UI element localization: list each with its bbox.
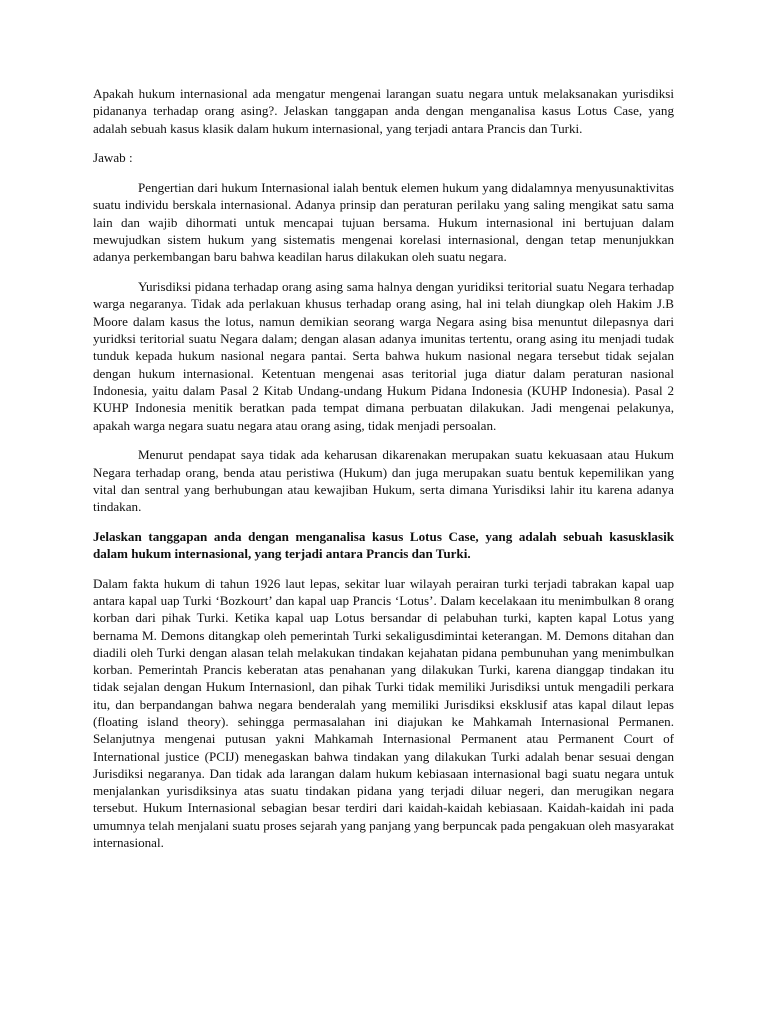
paragraph-lotus-case: Dalam fakta hukum di tahun 1926 laut lepas, sekitar luar wilayah perairan turki terjadi tabrakan kapal uap antara kapal uap Turki ‘Bozkourt’ dan kapal uap Prancis ‘Lotus’. Dalam kecelakaan itu menimbulkan 8 orang korban dari pihak Turki. Ketika kapal uap Lotus bersandar di pelabuhan turki, kapten kapal Lotus yang bernama M. Demons ditangkap oleh pemerintah Turki sekaligusdimintai keterangan. M. Demons ditahan dan diadili oleh Turki dengan alasan telah melakukan tindakan kejahatan pidana pembunuhan yang menimbulkan korban. Pemerintah Prancis keberatan atas penahanan yang dilakukan Turki, karena dianggap tindakan itu tidak sejalan dengan Hukum Internasionl, dan pihak Turki tidak memiliki Jurisdiksi untuk mengadili perkara itu, dan berpandangan bahwa negara benderalah yang memiliki Jurisdiksi eksklusif atas kapal dilaut lepas (floating island theory). sehingga permasalahan ini diajukan ke Mahkamah Internasional Permanen. Selanjutnya mengenai putusan yakni Mahkamah Internasional Permanent atau Permanent Court of International justice (PCIJ) menegaskan bahwa tindakan yang dilakukan Turki adalah benar sesuai dengan Jurisdiksi negaranya. Dan tidak ada larangan dalam hukum kebiasaan internasional bagi suatu negara untuk menjalankan yurisdiksinya atas suatu tindakan pidana yang terjadi diluar negeri, dan merugikan negara tersebut. Hukum Internasional sebagian besar terdiri dari kaidah-kaidah kebiasaan. Kaidah-kaidah ini pada umumnya telah menjalani suatu proses sejarah yang panjang yang berpuncak pada pengakuan oleh masyarakat internasional.	[93, 575, 674, 851]
question-paragraph: Apakah hukum internasional ada mengatur mengenai larangan suatu negara untuk melaksanakan yurisdiksi pidananya terhadap orang asing?. Jelaskan tanggapan anda dengan menganalisa kasus Lotus Case, yang adalah sebuah kasus klasik dalam hukum internasional, yang terjadi antara Prancis dan Turki.	[93, 86, 674, 136]
paragraph-definition: Pengertian dari hukum Internasional ialah bentuk elemen hukum yang didalamnya menyusunaktivitas suatu individu berskala internasional. Adanya prinsip dan peraturan perilaku yang saling mengikat satu sama lain dan wajib dihormati untuk mencapai tujuan bersama. Hukum internasional ini bertujuan dalam mewujudkan sistem hukum yang sistematis mengenai korelasi internasional, dengan tetap menunjukkan adanya perkembangan baru bahwa keadilan harus dilakukan oleh suatu negara.	[93, 180, 674, 265]
section-heading: Jelaskan tanggapan anda dengan menganalisa kasus Lotus Case, yang adalah sebuah kasusklasik dalam hukum internasional, yang terjadi antara Prancis dan Turki.	[93, 529, 674, 562]
document-body	[93, 85, 674, 864]
paragraph-jurisdiction: Yurisdiksi pidana terhadap orang asing sama halnya dengan yuridiksi teritorial suatu Negara terhadap warga negaranya. Tidak ada perlakuan khusus terhadap orang asing, hal ini telah diungkap oleh Hakim J.B Moore dalam kasus the lotus, namun demikian seorang warga Negara asing bisa menuntut dilepasnya dari yuridksi teritorial suatu Negara dalam; dengan alasan adanya imunitas tertentu, orang asing itu menjadi tudak tunduk kepada hukum nasional negara pantai. Serta bahwa hukum nasional negara tersebut tidak sejalan dengan hukum internasional. Ketentuan mengenai asas teritorial juga diatur dalam peraturan nasional Indonesia, yaitu dalam Pasal 2 Kitab Undang-undang Hukum Pidana Indonesia (KUHP Indonesia). Pasal 2 KUHP Indonesia menitik beratkan pada tempat dimana perbuatan dilakukan. Jadi mengenai pelakunya, apakah warga negara suatu negara atau orang asing, tidak menjadi persoalan.	[93, 279, 674, 433]
paragraph-opinion: Menurut pendapat saya tidak ada keharusan dikarenakan merupakan suatu kekuasaan atau Hukum Negara terhadap orang, benda atau peristiwa (Hukum) dan juga merupakan suatu bentuk kepemilikan yang vital dan sentral yang berhubungan atau kewajiban Hukum, serta dimana Yurisdiksi lahir itu karena adanya tindakan.	[93, 447, 674, 515]
answer-label: Jawab :	[93, 150, 133, 166]
